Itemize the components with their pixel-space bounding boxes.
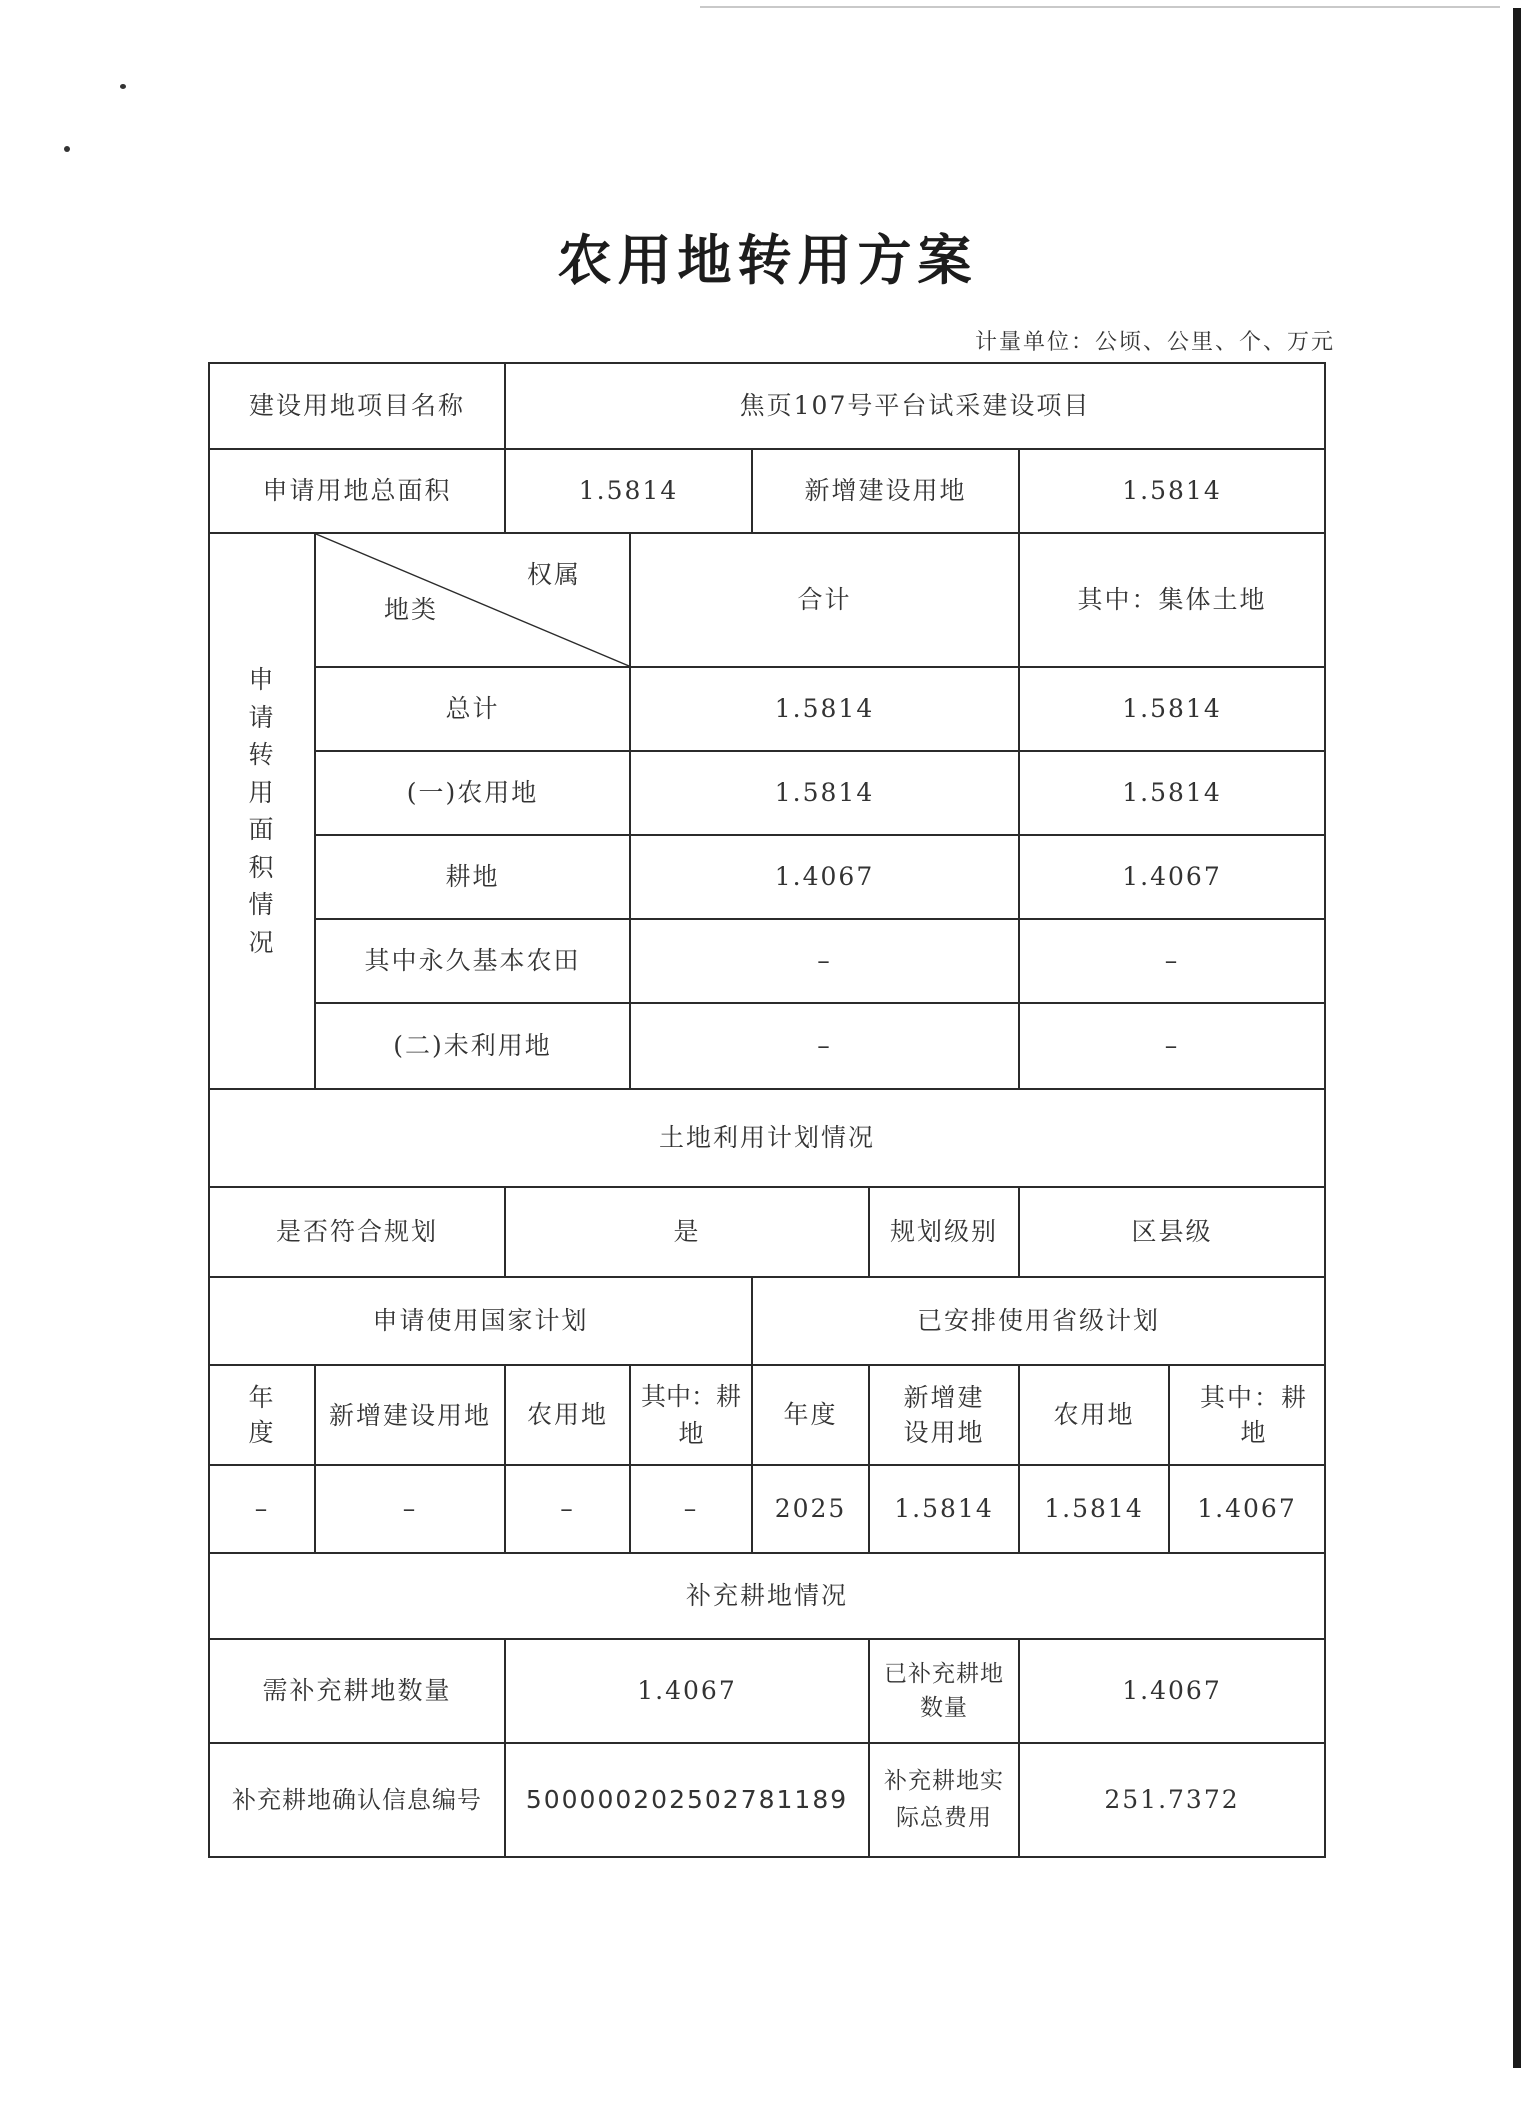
plan-section-row	[209, 1089, 1325, 1187]
table-row	[209, 835, 1325, 919]
row-label: 耕地	[315, 835, 630, 919]
provincial-header-year: 年度	[752, 1365, 869, 1465]
table-row	[209, 751, 1325, 835]
plan-titles-row	[209, 1277, 1325, 1365]
page-title: 农用地转用方案	[557, 228, 978, 292]
done-value: 1.4067	[1019, 1639, 1325, 1743]
land-type-header: 地类	[384, 594, 439, 624]
plan-section-title: 土地利用计划情况	[209, 1089, 1325, 1187]
scan-edge-right	[1513, 8, 1521, 2068]
supplement-section-title: 补充耕地情况	[209, 1553, 1325, 1639]
national-value-year: –	[209, 1465, 315, 1553]
required-label: 需补充耕地数量	[209, 1639, 505, 1743]
scan-speck	[64, 146, 70, 152]
new-construction-label: 新增建设用地	[752, 449, 1019, 533]
national-header-new: 新增建设用地	[315, 1365, 505, 1465]
row-label: (二)未利用地	[315, 1003, 630, 1089]
plan-values-row	[209, 1465, 1325, 1553]
supplement-code-row	[209, 1743, 1325, 1857]
row-label: 其中永久基本农田	[315, 919, 630, 1003]
total-area-row	[209, 449, 1325, 533]
row-collective: 1.5814	[1019, 667, 1325, 751]
diagonal-line	[316, 534, 629, 666]
provincial-value-year: 2025	[752, 1465, 869, 1553]
row-total: 1.5814	[630, 751, 1019, 835]
scan-edge-top	[700, 6, 1500, 8]
total-header: 合计	[630, 533, 1019, 667]
code-label: 补充耕地确认信息编号	[209, 1743, 505, 1857]
table-row	[209, 1003, 1325, 1089]
total-area-value: 1.5814	[505, 449, 752, 533]
total-area-label: 申请用地总面积	[209, 449, 505, 533]
row-collective: 1.4067	[1019, 835, 1325, 919]
row-collective: 1.5814	[1019, 751, 1325, 835]
supplement-quantity-row	[209, 1639, 1325, 1743]
provincial-value-farm: 1.5814	[1019, 1465, 1169, 1553]
row-total: 1.5814	[630, 667, 1019, 751]
code-value: 500000202502781189	[505, 1743, 869, 1857]
conversion-plan-table	[208, 362, 1326, 1858]
supplement-section-row	[209, 1553, 1325, 1639]
row-label: 总计	[315, 667, 630, 751]
provincial-value-arable: 1.4067	[1169, 1465, 1325, 1553]
scan-speck	[120, 84, 126, 89]
plan-level-value: 区县级	[1019, 1187, 1325, 1277]
row-collective: –	[1019, 919, 1325, 1003]
project-label: 建设用地项目名称	[209, 363, 505, 449]
compliance-label: 是否符合规划	[209, 1187, 505, 1277]
provincial-value-new: 1.5814	[869, 1465, 1019, 1553]
national-header-farm: 农用地	[505, 1365, 630, 1465]
table-row	[209, 919, 1325, 1003]
national-header-arable: 其中：耕地	[630, 1365, 752, 1465]
conversion-header-row	[209, 533, 1325, 667]
national-plan-title: 申请使用国家计划	[209, 1277, 752, 1365]
row-total: –	[630, 1003, 1019, 1089]
plan-headers-row	[209, 1365, 1325, 1465]
compliance-row	[209, 1187, 1325, 1277]
plan-level-label: 规划级别	[869, 1187, 1019, 1277]
row-total: –	[630, 919, 1019, 1003]
diagonal-header-cell	[315, 533, 630, 667]
table-row	[209, 667, 1325, 751]
project-row	[209, 363, 1325, 449]
required-value: 1.4067	[505, 1639, 869, 1743]
provincial-header-arable: 其中：耕地	[1169, 1365, 1325, 1465]
compliance-value: 是	[505, 1187, 869, 1277]
row-total: 1.4067	[630, 835, 1019, 919]
provincial-header-farm: 农用地	[1019, 1365, 1169, 1465]
national-value-new: –	[315, 1465, 505, 1553]
collective-header: 其中：集体土地	[1019, 533, 1325, 667]
row-label: (一)农用地	[315, 751, 630, 835]
cost-value: 251.7372	[1019, 1743, 1325, 1857]
national-header-year: 年度	[209, 1365, 315, 1465]
project-name: 焦页107号平台试采建设项目	[505, 363, 1325, 449]
new-construction-value: 1.5814	[1019, 449, 1325, 533]
cost-label: 补充耕地实际总费用	[869, 1743, 1019, 1857]
national-value-farm: –	[505, 1465, 630, 1553]
unit-note: 计量单位：公顷、公里、个、万元	[974, 330, 1335, 355]
owner-header: 权属	[526, 560, 581, 589]
row-collective: –	[1019, 1003, 1325, 1089]
provincial-plan-title: 已安排使用省级计划	[752, 1277, 1325, 1365]
conversion-side-label: 申请转用面积情况	[209, 533, 315, 1089]
provincial-header-new: 新增建设用地	[869, 1365, 1019, 1465]
national-value-arable: –	[630, 1465, 752, 1553]
done-label: 已补充耕地数量	[869, 1639, 1019, 1743]
